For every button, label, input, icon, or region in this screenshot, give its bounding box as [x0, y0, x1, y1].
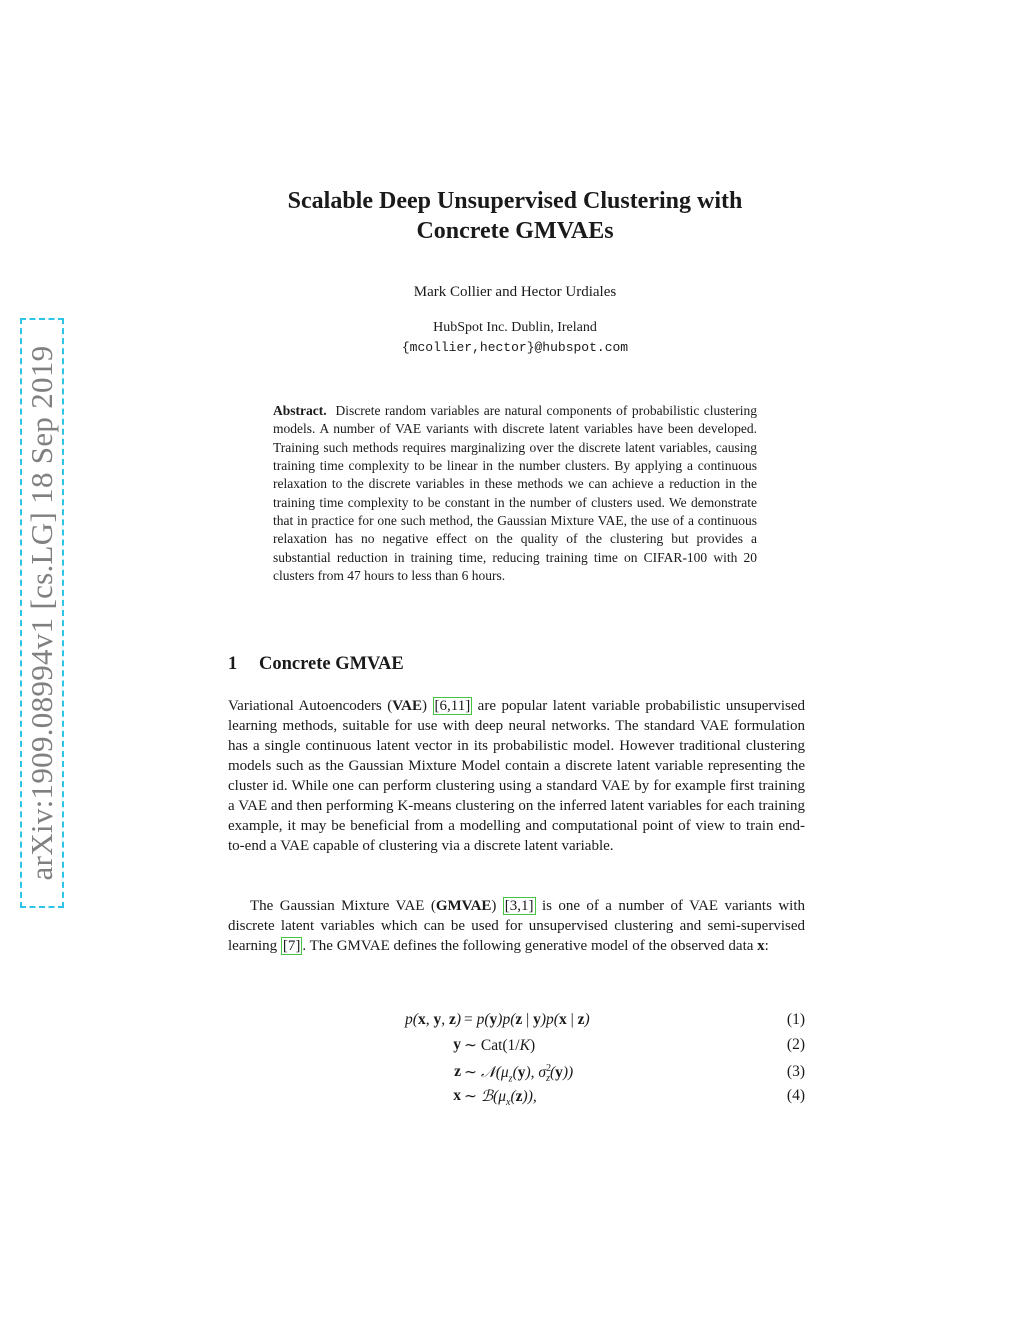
equation-1-lhs: p(x, y, z) — [405, 1011, 461, 1028]
p2-text-d: is one of a number of VAE variants with discrete latent variables which can be used for unsupervised clustering and semi-supervised learning — [228, 898, 805, 954]
author-email: {mcollier,hector}@hubspot.com — [401, 340, 629, 355]
equation-4-lhs: x — [453, 1087, 461, 1104]
p2-gmvae-bold: GMVAE — [435, 898, 492, 914]
p1-text-d: are popular latent variable probabilistic unsupervised learning methods, suitable for use with deep neural networks. The standard VAE formulation has a single continuous latent vector in its probabilistic model. However traditional clustering models such as the Gaussian Mixture Model contain a discrete latent variable representing the cluster id. While one can perform clustering using a standard VAE by for example first training a VAE and then performing K-means clustering on the inferred latent variables for each training example, it may be beneficial from a modelling and computational point of view to train end-to-end a VAE capable of clustering via a discrete latent variable. — [228, 698, 806, 854]
equation-3-rhs: ∼ $𝒩(\mu_z(y)$, $\sigma^2_z(y)$) — [464, 1063, 574, 1085]
p2-text-e: . The GMVAE defines the following generative model of the observed data — [302, 938, 758, 954]
p2-text-g: : — [764, 938, 769, 954]
p1-text-a: Variational Autoencoders ( — [228, 698, 393, 714]
abstract-text: Discrete random variables are natural components of probabilistic clustering models. A number of VAE variants with discrete latent variables have been developed. Training such methods requires marginalizing over the discrete latent variables, causing training time complexity to be linear in the number clusters. By applying a continuous relaxation to the discrete variables in these methods we can achieve a reduction in the training time complexity to be constant in the number of clusters used. We demonstrate that in practice for one such method, the Gaussian Mixture VAE, the use of a continuous relaxation has no negative effect on the quality of the clustering but provides a substantial reduction in training time, reducing training time on CIFAR-100 with 20 clusters from 47 hours to less than 6 hours. — [273, 403, 758, 584]
equation-4 — [228, 1087, 805, 1109]
citation-link[interactable]: [6,11] — [434, 698, 471, 714]
equation-number: (3) — [786, 1063, 805, 1080]
paragraph-1 — [228, 696, 805, 856]
equation-1-rhs: = p(y)p(z | y)p(x | z) — [464, 1011, 590, 1028]
equation-3-lhs: z — [454, 1063, 461, 1080]
equation-2-rhs: ∼ Cat(1/K) — [464, 1037, 536, 1054]
title-line-1: Scalable Deep Unsupervised Clustering with — [287, 188, 743, 214]
section-title: Concrete GMVAE — [259, 654, 404, 674]
p1-vae-bold: VAE — [392, 698, 423, 714]
authors: Mark Collier and Hector Urdiales — [413, 284, 617, 300]
arxiv-identifier-text: arXiv:1909.08994v1 [cs.LG] 18 Sep 2019 — [24, 345, 59, 881]
p2-x-bold: x — [757, 938, 765, 954]
equation-2-lhs: y — [453, 1036, 461, 1053]
equation-1 — [228, 1011, 805, 1033]
abstract — [273, 402, 757, 585]
equation-2 — [228, 1036, 805, 1058]
p2-text-c: ) — [491, 898, 503, 914]
p1-text-c: ) — [422, 698, 433, 714]
p2-text-a: The Gaussian Mixture VAE ( — [250, 898, 436, 914]
equation-number: (2) — [786, 1036, 805, 1053]
affiliation: HubSpot Inc. Dublin, Ireland — [433, 320, 597, 335]
paragraph-2 — [228, 896, 805, 956]
paper-title — [200, 186, 830, 246]
equation-4-rhs: ∼ $ℬ(\mu_x(z))$, — [464, 1088, 537, 1109]
arxiv-identifier-stamp — [20, 318, 64, 908]
citation-link[interactable]: [7] — [282, 938, 301, 954]
section-number: 1 — [228, 654, 238, 674]
title-line-2: Concrete GMVAEs — [416, 218, 614, 244]
equation-number: (4) — [786, 1087, 805, 1104]
citation-link[interactable]: [3,1] — [504, 898, 534, 914]
equation-number: (1) — [786, 1011, 805, 1028]
equation-3 — [228, 1063, 805, 1085]
abstract-label: Abstract. — [273, 403, 327, 418]
section-heading — [228, 654, 404, 675]
